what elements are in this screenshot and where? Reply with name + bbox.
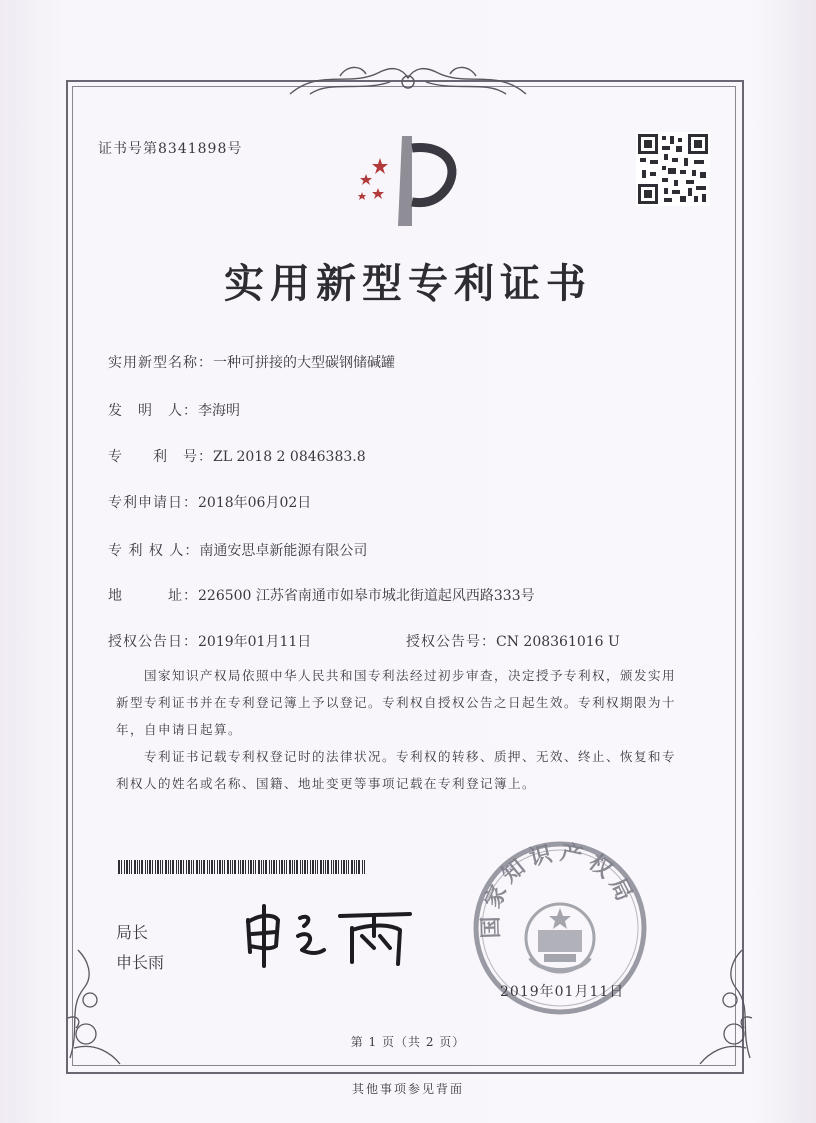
- certificate-number: 证书号第8341898号: [98, 141, 243, 157]
- back-note: 其他事项参见背面: [351, 1082, 464, 1096]
- field-utility-model-name: [108, 352, 395, 372]
- field-address: [108, 585, 535, 605]
- field-label: 发 明 人：: [108, 403, 198, 419]
- paragraph-line: 专利证书记载专利权登记时的法律状况。专利权的转移、质押、无效、终止、恢复和专: [144, 749, 677, 764]
- field-label: 实用新型名称：: [108, 355, 213, 371]
- field-value: 2018年06月02日: [198, 495, 312, 511]
- seal-date: 2019年01月11日: [500, 984, 625, 1000]
- barcode-icon: [118, 860, 368, 874]
- certificate-statement-paragraph: [116, 662, 708, 743]
- field-label: 专 利 号：: [108, 449, 213, 465]
- director-name: 申长雨: [116, 953, 165, 972]
- field-inventor: [108, 400, 240, 420]
- director-title: 局长: [116, 923, 149, 942]
- field-grant-date: [108, 631, 311, 651]
- field-value: 南通安思卓新能源有限公司: [199, 543, 368, 559]
- field-label: 授权公告日：: [108, 634, 198, 650]
- paragraph-line: 新型专利证书并在专利登记簿上予以登记。专利权自授权公告之日起生效。专利权期限为十: [116, 695, 677, 710]
- certificate-title: 实用新型专利证书: [224, 260, 592, 307]
- qr-code-icon: [636, 132, 710, 206]
- patent-office-logo-icon: [340, 130, 470, 230]
- field-patentee: [108, 540, 367, 560]
- seal-text: 国家知识产权局: [477, 839, 640, 939]
- field-value: CN 208361016 U: [496, 634, 620, 650]
- field-value: 一种可拼接的大型碳钢储碱罐: [213, 355, 395, 371]
- paragraph-line: 国家知识产权局依照中华人民共和国专利法经过初步审查，决定授予专利权，颁发实用: [144, 668, 677, 683]
- field-label: 授权公告号：: [406, 634, 496, 650]
- director-signature-icon: [240, 900, 420, 970]
- field-value: 2019年01月11日: [198, 634, 312, 650]
- field-value: 226500 江苏省南通市如皋市城北街道起风西路333号: [198, 588, 535, 604]
- field-filing-date: [108, 492, 311, 512]
- top-ornament-icon: [280, 58, 536, 102]
- field-value: ZL 2018 2 0846383.8: [213, 449, 366, 465]
- field-label: 专 利 权 人：: [108, 543, 200, 559]
- field-patent-number: [108, 446, 366, 466]
- legal-status-paragraph: [116, 743, 708, 797]
- paragraph-line: 年，自申请日起算。: [116, 722, 243, 737]
- field-value: 李海明: [198, 403, 240, 419]
- field-label: 专利申请日：: [108, 495, 198, 511]
- field-label: 地 址：: [108, 588, 198, 604]
- paragraph-line: 利权人的姓名或名称、国籍、地址变更等事项记载在专利登记簿上。: [116, 776, 537, 791]
- page-number: 第 1 页（共 2 页）: [350, 1035, 466, 1049]
- field-grant-number: [406, 631, 620, 651]
